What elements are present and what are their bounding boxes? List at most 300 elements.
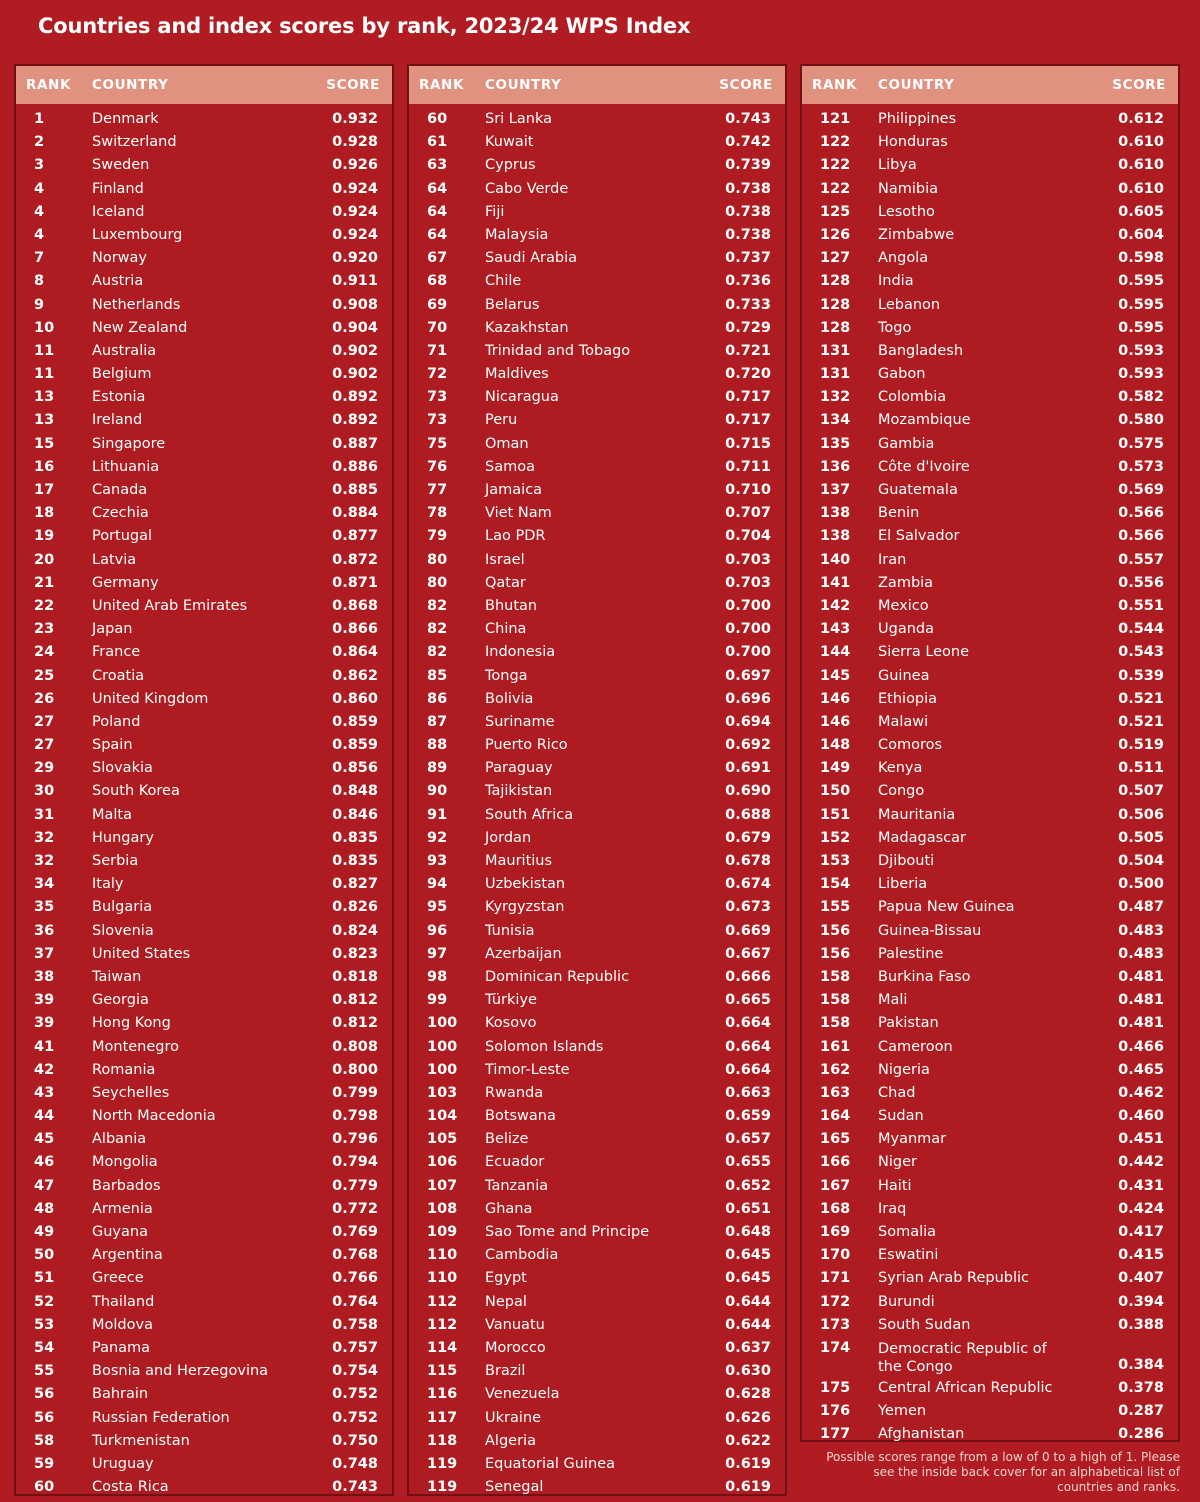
table-row bbox=[409, 920, 785, 943]
score-cell: 0.812 bbox=[332, 1015, 378, 1032]
country-cell: Hong Kong bbox=[92, 1015, 171, 1032]
country-cell: Jordan bbox=[485, 829, 532, 846]
score-cell: 0.738 bbox=[725, 226, 771, 243]
score-cell: 0.691 bbox=[725, 760, 771, 777]
table-row bbox=[802, 108, 1178, 131]
score-cell: 0.500 bbox=[1118, 876, 1164, 893]
country-cell: Italy bbox=[92, 876, 124, 893]
country-cell: Vanuatu bbox=[485, 1316, 545, 1333]
table-row bbox=[802, 1082, 1178, 1105]
table-row bbox=[802, 873, 1178, 896]
rank-cell: 95 bbox=[427, 899, 448, 916]
score-cell: 0.507 bbox=[1118, 783, 1164, 800]
table-row bbox=[802, 1198, 1178, 1221]
table-row bbox=[16, 1128, 392, 1151]
table-row bbox=[409, 178, 785, 201]
country-cell: Namibia bbox=[878, 180, 939, 197]
table-row bbox=[802, 665, 1178, 688]
table-row bbox=[16, 1151, 392, 1174]
country-cell: Mongolia bbox=[92, 1154, 158, 1171]
rank-cell: 64 bbox=[427, 203, 448, 220]
rank-cell: 72 bbox=[427, 366, 448, 383]
table-row bbox=[802, 1175, 1178, 1198]
country-cell: Timor-Leste bbox=[485, 1061, 570, 1078]
country-cell: South Korea bbox=[92, 783, 180, 800]
table-row bbox=[409, 1244, 785, 1267]
score-cell: 0.669 bbox=[725, 922, 771, 939]
score-cell: 0.864 bbox=[332, 644, 378, 661]
table-row bbox=[409, 850, 785, 873]
rank-cell: 169 bbox=[820, 1224, 851, 1240]
rank-cell: 44 bbox=[34, 1108, 55, 1125]
score-cell: 0.846 bbox=[332, 806, 378, 823]
rank-cell: 145 bbox=[820, 667, 851, 684]
table-row bbox=[16, 201, 392, 224]
table-rows bbox=[409, 108, 785, 1499]
rank-cell: 104 bbox=[427, 1108, 458, 1125]
country-cell: Panama bbox=[92, 1339, 151, 1356]
score-cell: 0.928 bbox=[332, 134, 378, 151]
rank-cell: 52 bbox=[34, 1293, 55, 1310]
score-cell: 0.556 bbox=[1118, 574, 1164, 591]
table-row bbox=[16, 1244, 392, 1267]
score-cell: 0.848 bbox=[332, 783, 378, 800]
score-cell: 0.758 bbox=[332, 1316, 378, 1333]
score-cell: 0.690 bbox=[725, 783, 771, 800]
rank-cell: 18 bbox=[34, 505, 55, 522]
rank-cell: 94 bbox=[427, 876, 448, 893]
score-cell: 0.286 bbox=[1118, 1426, 1164, 1443]
score-cell: 0.595 bbox=[1118, 296, 1164, 313]
table-row bbox=[16, 131, 392, 154]
score-cell: 0.630 bbox=[725, 1363, 771, 1380]
country-cell: Bahrain bbox=[92, 1386, 149, 1403]
country-cell: Kuwait bbox=[485, 134, 534, 151]
score-cell: 0.748 bbox=[332, 1455, 378, 1472]
score-cell: 0.664 bbox=[725, 1015, 771, 1032]
table-row bbox=[409, 1128, 785, 1151]
country-cell: Romania bbox=[92, 1061, 156, 1078]
table-row bbox=[409, 1059, 785, 1082]
page-title: Countries and index scores by rank, 2023/24 WPS Index bbox=[38, 14, 691, 38]
table-row bbox=[16, 1036, 392, 1059]
score-cell: 0.757 bbox=[332, 1339, 378, 1356]
score-cell: 0.812 bbox=[332, 992, 378, 1009]
score-cell: 0.657 bbox=[725, 1131, 771, 1148]
score-cell: 0.407 bbox=[1118, 1270, 1164, 1287]
score-cell: 0.610 bbox=[1118, 134, 1164, 151]
score-cell: 0.666 bbox=[725, 968, 771, 985]
score-cell: 0.729 bbox=[725, 319, 771, 336]
table-row bbox=[802, 595, 1178, 618]
rank-cell: 125 bbox=[820, 203, 851, 220]
rank-cell: 41 bbox=[34, 1038, 55, 1055]
rank-cell: 109 bbox=[427, 1224, 458, 1240]
footnote: Possible scores range from a low of 0 to a high of 1. Please see the inside back cover for an alphabetical list of countries and ranks. bbox=[826, 1450, 1180, 1494]
score-cell: 0.673 bbox=[725, 899, 771, 916]
score-cell: 0.924 bbox=[332, 203, 378, 220]
rank-cell: 91 bbox=[427, 806, 448, 823]
rank-cell: 99 bbox=[427, 992, 448, 1009]
country-cell: Gabon bbox=[878, 366, 926, 383]
rank-header: RANK bbox=[26, 77, 72, 93]
country-cell: Mozambique bbox=[878, 412, 971, 429]
table-row bbox=[16, 433, 392, 456]
score-cell: 0.924 bbox=[332, 226, 378, 243]
country-cell: Cyprus bbox=[485, 157, 536, 174]
table-row bbox=[802, 201, 1178, 224]
table-row bbox=[409, 1453, 785, 1476]
score-cell: 0.720 bbox=[725, 366, 771, 383]
country-cell: Peru bbox=[485, 412, 518, 429]
score-cell: 0.766 bbox=[332, 1270, 378, 1287]
score-cell: 0.823 bbox=[332, 945, 378, 962]
table-row bbox=[409, 386, 785, 409]
score-cell: 0.384 bbox=[1118, 1356, 1164, 1373]
country-cell: Sao Tome and Principe bbox=[485, 1224, 650, 1240]
score-cell: 0.835 bbox=[332, 853, 378, 869]
country-cell: Chad bbox=[878, 1084, 916, 1101]
score-cell: 0.835 bbox=[332, 829, 378, 846]
rank-cell: 177 bbox=[820, 1426, 851, 1443]
table-row bbox=[802, 1267, 1178, 1290]
rank-cell: 171 bbox=[820, 1270, 851, 1287]
rank-cell: 79 bbox=[427, 528, 448, 545]
table-row bbox=[802, 1377, 1178, 1400]
score-cell: 0.595 bbox=[1118, 273, 1164, 290]
country-cell: El Salvador bbox=[878, 528, 960, 545]
table-row bbox=[802, 433, 1178, 456]
country-cell: Suriname bbox=[485, 713, 555, 730]
rank-cell: 32 bbox=[34, 829, 55, 846]
rank-cell: 154 bbox=[820, 876, 851, 893]
rank-cell: 68 bbox=[427, 273, 448, 290]
country-cell: Luxembourg bbox=[92, 226, 183, 243]
table-row bbox=[802, 479, 1178, 502]
table-row bbox=[802, 780, 1178, 803]
country-cell: Paraguay bbox=[485, 760, 553, 777]
country-cell: Bhutan bbox=[485, 597, 538, 614]
rank-cell: 116 bbox=[427, 1386, 458, 1403]
score-cell: 0.752 bbox=[332, 1386, 378, 1403]
rank-cell: 167 bbox=[820, 1177, 851, 1194]
rank-cell: 112 bbox=[427, 1293, 458, 1310]
score-cell: 0.715 bbox=[725, 435, 771, 452]
rank-cell: 158 bbox=[820, 992, 851, 1009]
table-row bbox=[16, 850, 392, 873]
rank-cell: 37 bbox=[34, 945, 55, 962]
country-cell: Solomon Islands bbox=[485, 1038, 604, 1055]
country-cell: Myanmar bbox=[878, 1131, 947, 1148]
country-cell: Equatorial Guinea bbox=[485, 1455, 615, 1472]
table-row bbox=[802, 711, 1178, 734]
rank-cell: 56 bbox=[34, 1409, 55, 1426]
country-cell: Senegal bbox=[485, 1479, 544, 1496]
rank-cell: 176 bbox=[820, 1403, 851, 1420]
rank-cell: 138 bbox=[820, 505, 851, 522]
rank-cell: 13 bbox=[34, 389, 55, 406]
score-cell: 0.575 bbox=[1118, 435, 1164, 452]
score-cell: 0.487 bbox=[1118, 899, 1164, 916]
country-cell: Burkina Faso bbox=[878, 968, 971, 985]
rank-cell: 39 bbox=[34, 992, 55, 1009]
rank-cell: 96 bbox=[427, 922, 448, 939]
rank-cell: 86 bbox=[427, 690, 448, 707]
rank-cell: 54 bbox=[34, 1339, 55, 1356]
rank-cell: 1 bbox=[34, 111, 45, 127]
rank-cell: 131 bbox=[820, 342, 851, 359]
rank-cell: 173 bbox=[820, 1316, 851, 1333]
rank-cell: 64 bbox=[427, 226, 448, 243]
rank-cell: 127 bbox=[820, 250, 851, 267]
score-cell: 0.543 bbox=[1118, 644, 1164, 661]
table-row bbox=[802, 386, 1178, 409]
country-header: COUNTRY bbox=[92, 77, 169, 93]
rank-cell: 148 bbox=[820, 737, 851, 754]
table-row bbox=[16, 409, 392, 432]
table-row bbox=[409, 294, 785, 317]
country-cell: United Arab Emirates bbox=[92, 597, 248, 614]
table-rows bbox=[802, 108, 1178, 1447]
score-cell: 0.932 bbox=[332, 111, 378, 127]
rank-cell: 31 bbox=[34, 806, 55, 823]
table-row bbox=[409, 711, 785, 734]
table-row bbox=[802, 456, 1178, 479]
rank-table-1 bbox=[14, 64, 394, 1496]
rank-cell: 82 bbox=[427, 644, 448, 661]
country-cell: Philippines bbox=[878, 111, 957, 127]
country-cell: Somalia bbox=[878, 1224, 937, 1240]
country-cell: Brazil bbox=[485, 1363, 526, 1380]
table-row bbox=[16, 920, 392, 943]
country-cell: Sierra Leone bbox=[878, 644, 970, 661]
rank-cell: 100 bbox=[427, 1015, 458, 1032]
country-cell: Eswatini bbox=[878, 1247, 939, 1264]
score-cell: 0.707 bbox=[725, 505, 771, 522]
rank-cell: 82 bbox=[427, 621, 448, 638]
rank-table-2 bbox=[407, 64, 787, 1496]
rank-cell: 73 bbox=[427, 389, 448, 406]
country-cell: Morocco bbox=[485, 1339, 546, 1356]
rank-cell: 162 bbox=[820, 1061, 851, 1078]
score-cell: 0.622 bbox=[725, 1432, 771, 1449]
score-cell: 0.902 bbox=[332, 342, 378, 359]
rank-cell: 43 bbox=[34, 1084, 55, 1101]
score-cell: 0.871 bbox=[332, 574, 378, 591]
country-cell: Belgium bbox=[92, 366, 152, 383]
score-cell: 0.431 bbox=[1118, 1177, 1164, 1194]
country-cell: Congo bbox=[878, 783, 925, 800]
rank-cell: 46 bbox=[34, 1154, 55, 1171]
rank-cell: 70 bbox=[427, 319, 448, 336]
country-cell: Venezuela bbox=[485, 1386, 560, 1403]
table-row bbox=[16, 711, 392, 734]
country-header: COUNTRY bbox=[485, 77, 562, 93]
score-cell: 0.604 bbox=[1118, 226, 1164, 243]
table-row bbox=[802, 1012, 1178, 1035]
score-cell: 0.798 bbox=[332, 1108, 378, 1125]
country-cell: Mexico bbox=[878, 597, 929, 614]
country-cell: Indonesia bbox=[485, 644, 556, 661]
rank-cell: 164 bbox=[820, 1108, 851, 1125]
rank-cell: 75 bbox=[427, 435, 448, 452]
country-cell: United Kingdom bbox=[92, 690, 209, 707]
country-cell: Latvia bbox=[92, 551, 137, 568]
score-cell: 0.733 bbox=[725, 296, 771, 313]
table-row bbox=[16, 525, 392, 548]
rank-cell: 58 bbox=[34, 1432, 55, 1449]
rank-cell: 23 bbox=[34, 621, 55, 638]
rank-cell: 112 bbox=[427, 1316, 458, 1333]
table-row bbox=[802, 896, 1178, 919]
table-row bbox=[409, 154, 785, 177]
score-cell: 0.717 bbox=[725, 412, 771, 429]
country-cell: Nigeria bbox=[878, 1061, 930, 1078]
rank-cell: 158 bbox=[820, 1015, 851, 1032]
score-cell: 0.799 bbox=[332, 1084, 378, 1101]
rank-cell: 59 bbox=[34, 1455, 55, 1472]
rank-cell: 144 bbox=[820, 644, 851, 661]
table-row bbox=[409, 1175, 785, 1198]
rank-cell: 108 bbox=[427, 1200, 458, 1217]
table-row bbox=[16, 572, 392, 595]
score-cell: 0.648 bbox=[725, 1224, 771, 1240]
score-cell: 0.860 bbox=[332, 690, 378, 707]
country-cell: Denmark bbox=[92, 111, 159, 127]
rank-cell: 107 bbox=[427, 1177, 458, 1194]
score-cell: 0.856 bbox=[332, 760, 378, 777]
rank-cell: 122 bbox=[820, 180, 851, 197]
table-row bbox=[802, 154, 1178, 177]
country-cell: United States bbox=[92, 945, 191, 962]
rank-cell: 60 bbox=[34, 1479, 55, 1496]
table-row bbox=[16, 804, 392, 827]
country-cell: Malawi bbox=[878, 713, 929, 730]
rank-cell: 69 bbox=[427, 296, 448, 313]
country-cell: Bosnia and Herzegovina bbox=[92, 1363, 269, 1380]
score-cell: 0.415 bbox=[1118, 1247, 1164, 1264]
score-cell: 0.481 bbox=[1118, 1015, 1164, 1032]
rank-cell: 11 bbox=[34, 342, 55, 359]
rank-cell: 16 bbox=[34, 458, 55, 475]
table-row bbox=[409, 201, 785, 224]
country-cell: Jamaica bbox=[485, 482, 543, 498]
country-cell: Russian Federation bbox=[92, 1409, 230, 1426]
score-cell: 0.742 bbox=[725, 134, 771, 151]
score-cell: 0.884 bbox=[332, 505, 378, 522]
rank-cell: 4 bbox=[34, 203, 45, 220]
country-cell: Malta bbox=[92, 806, 132, 823]
rank-cell: 100 bbox=[427, 1038, 458, 1055]
score-cell: 0.694 bbox=[725, 713, 771, 730]
rank-cell: 150 bbox=[820, 783, 851, 800]
score-cell: 0.465 bbox=[1118, 1061, 1164, 1078]
rank-cell: 135 bbox=[820, 435, 851, 452]
country-cell: Turkmenistan bbox=[92, 1432, 190, 1449]
table-row bbox=[16, 1453, 392, 1476]
rank-cell: 9 bbox=[34, 296, 45, 313]
rank-cell: 163 bbox=[820, 1084, 851, 1101]
country-cell: North Macedonia bbox=[92, 1108, 216, 1125]
country-cell: Bolivia bbox=[485, 690, 534, 707]
country-cell: Central African Republic bbox=[878, 1379, 1053, 1396]
table-row bbox=[16, 224, 392, 247]
table-rows bbox=[16, 108, 392, 1499]
rank-cell: 87 bbox=[427, 713, 448, 730]
table-row bbox=[802, 1244, 1178, 1267]
rank-cell: 4 bbox=[34, 180, 45, 197]
rank-cell: 174 bbox=[820, 1339, 851, 1356]
score-cell: 0.619 bbox=[725, 1455, 771, 1472]
table-row bbox=[16, 502, 392, 525]
table-row bbox=[802, 989, 1178, 1012]
score-cell: 0.764 bbox=[332, 1293, 378, 1310]
table-row bbox=[409, 340, 785, 363]
country-cell: Zimbabwe bbox=[878, 226, 955, 243]
rank-header: RANK bbox=[812, 77, 858, 93]
score-cell: 0.424 bbox=[1118, 1200, 1164, 1217]
score-header: SCORE bbox=[719, 77, 773, 93]
country-cell: South Sudan bbox=[878, 1316, 971, 1333]
rank-cell: 98 bbox=[427, 968, 448, 985]
country-cell: Canada bbox=[92, 482, 148, 498]
score-cell: 0.826 bbox=[332, 899, 378, 916]
table-row bbox=[16, 456, 392, 479]
score-cell: 0.824 bbox=[332, 922, 378, 939]
rank-cell: 128 bbox=[820, 319, 851, 336]
table-row bbox=[16, 1337, 392, 1360]
rank-cell: 143 bbox=[820, 621, 851, 638]
table-row bbox=[16, 363, 392, 386]
table-row bbox=[16, 178, 392, 201]
table-row bbox=[802, 618, 1178, 641]
rank-cell: 34 bbox=[34, 876, 55, 893]
rank-cell: 110 bbox=[427, 1270, 458, 1287]
table-row bbox=[409, 270, 785, 293]
country-cell: Tajikistan bbox=[485, 783, 553, 800]
country-cell: Switzerland bbox=[92, 134, 177, 151]
table-row bbox=[409, 502, 785, 525]
country-cell: Zambia bbox=[878, 574, 934, 591]
country-cell: Niger bbox=[878, 1154, 917, 1171]
score-cell: 0.911 bbox=[332, 273, 378, 290]
score-cell: 0.703 bbox=[725, 574, 771, 591]
score-cell: 0.551 bbox=[1118, 597, 1164, 614]
country-cell: Germany bbox=[92, 574, 159, 591]
score-cell: 0.859 bbox=[332, 713, 378, 730]
country-cell: Ukraine bbox=[485, 1409, 541, 1426]
table-row bbox=[802, 641, 1178, 664]
country-cell: Seychelles bbox=[92, 1084, 170, 1101]
score-cell: 0.462 bbox=[1118, 1084, 1164, 1101]
table-row bbox=[409, 827, 785, 850]
score-cell: 0.665 bbox=[725, 992, 771, 1009]
rank-cell: 29 bbox=[34, 760, 55, 777]
rank-cell: 13 bbox=[34, 412, 55, 429]
rank-cell: 77 bbox=[427, 482, 448, 498]
table-row bbox=[16, 1407, 392, 1430]
score-cell: 0.610 bbox=[1118, 157, 1164, 174]
score-cell: 0.743 bbox=[725, 111, 771, 127]
country-cell: Benin bbox=[878, 505, 920, 522]
score-cell: 0.442 bbox=[1118, 1154, 1164, 1171]
country-cell: China bbox=[485, 621, 527, 638]
score-cell: 0.595 bbox=[1118, 319, 1164, 336]
rank-cell: 175 bbox=[820, 1379, 851, 1396]
table-row bbox=[409, 1082, 785, 1105]
score-cell: 0.872 bbox=[332, 551, 378, 568]
score-cell: 0.659 bbox=[725, 1108, 771, 1125]
